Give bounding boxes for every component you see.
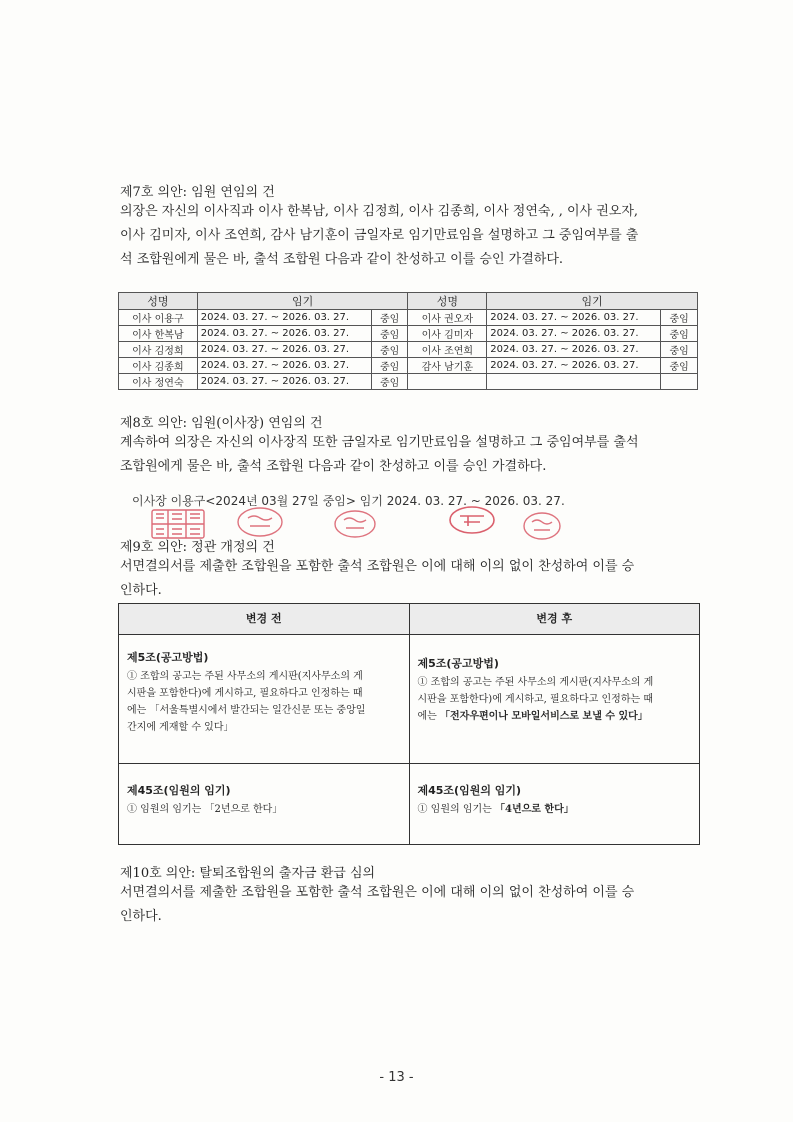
- square-seal-icon: [152, 510, 204, 538]
- term-period: 2024. 03. 27. ~ 2026. 03. 27.: [487, 358, 661, 374]
- item10-line: 서면결의서를 제출한 조합원을 포함한 출석 조합원은 이에 대해 이의 없이 찬성하여 이를 승: [120, 885, 635, 900]
- round-seal-icon: [524, 513, 560, 539]
- item7-line: 이사 김미자, 이사 조연희, 감사 남기훈이 금일자로 임기만료임을 설명하고 그 중임여부를 출: [120, 228, 639, 243]
- member-name: 이사 김정희: [119, 342, 198, 358]
- article-line: 에는 「서울특별시에서 발간되는 일간신문 또는 중앙일: [127, 705, 366, 716]
- term-period: 2024. 03. 27. ~ 2026. 03. 27.: [197, 358, 371, 374]
- article-title: 제45조(임원의 임기): [417, 784, 522, 797]
- member-name: 이사 정연숙: [119, 374, 198, 390]
- term-period: 2024. 03. 27. ~ 2026. 03. 27.: [487, 310, 661, 326]
- member-name: 이사 권오자: [408, 310, 487, 326]
- table-row: [119, 374, 698, 390]
- table-row: [119, 635, 699, 764]
- round-seal-icon: [450, 507, 494, 533]
- term-table-header: 성명: [119, 293, 198, 310]
- before-cell: [119, 764, 410, 844]
- after-cell: [410, 764, 700, 844]
- term-status: 중임: [371, 310, 408, 326]
- term-table-header: 성명: [408, 293, 487, 310]
- article-line: 시판을 포함한다)에 게시하고, 필요하다고 인정하는 때: [127, 688, 363, 699]
- after-cell: [410, 635, 700, 763]
- article-line: [418, 708, 692, 725]
- amended-text: 「전자우편이나 모바일서비스로 보낼 수 있다」: [440, 711, 648, 722]
- member-name: 이사 김종희: [119, 358, 198, 374]
- article-title: 제5조(공고방법): [127, 651, 209, 664]
- table-row: [119, 342, 698, 358]
- term-status: 중임: [371, 358, 408, 374]
- item9-paragraph: [120, 555, 695, 603]
- term-period: 2024. 03. 27. ~ 2026. 03. 27.: [487, 342, 661, 358]
- item7-line: 의장은 자신의 이사직과 이사 한복남, 이사 김정희, 이사 김종희, 이사 정연숙, , 이사 권오자,: [120, 204, 639, 219]
- article-title: 제45조(임원의 임기): [127, 784, 231, 797]
- term-status: 중임: [661, 342, 698, 358]
- term-period: [487, 374, 661, 390]
- amended-text: 「4년으로 한다」: [495, 804, 574, 815]
- article-line: 시판을 포함한다)에 게시하고, 필요하다고 인정하는 때: [417, 694, 653, 705]
- amendment-comparison-table: [118, 603, 700, 845]
- article-line: ① 조합의 공고는 주된 사무소의 게시판(지사무소의 게: [127, 671, 363, 682]
- item10-heading: 제10호 의안: 탈퇴조합원의 출자금 환급 심의: [120, 866, 376, 881]
- article-line: ① 조합의 공고는 주된 사무소의 게시판(지사무소의 게: [417, 677, 654, 688]
- member-name: 감사 남기훈: [408, 358, 487, 374]
- before-cell: [119, 635, 410, 763]
- term-table-header: 임기: [197, 293, 408, 310]
- article-line: [418, 801, 692, 818]
- table-row: [119, 764, 699, 844]
- article-line-prefix: ① 임원의 임기는: [417, 804, 495, 815]
- article-line: ① 임원의 임기는 「2년으로 한다」: [127, 804, 283, 815]
- table-row: [119, 310, 698, 326]
- term-status: 중임: [371, 342, 408, 358]
- term-status: 중임: [371, 374, 408, 390]
- item9-line: 서면결의서를 제출한 조합원을 포함한 출석 조합원은 이에 대해 이의 없이 찬성하여 이를 승: [120, 559, 635, 574]
- article-line: 간지에 게재할 수 있다」: [127, 722, 234, 733]
- term-status: 중임: [661, 358, 698, 374]
- item8-line: 계속하여 의장은 자신의 이사장직 또한 금일자로 임기만료임을 설명하고 그 중임여부를 출석: [120, 435, 639, 450]
- member-name: 이사 한복남: [119, 326, 198, 342]
- after-column-header: 변경 후: [536, 612, 573, 625]
- comparison-header: [119, 604, 699, 635]
- item9-line: 인하다.: [120, 583, 162, 598]
- member-name: 이사 이용구: [119, 310, 198, 326]
- item10-line: 인하다.: [120, 909, 162, 924]
- term-table: [118, 292, 698, 390]
- item7-line: 석 조합원에게 물은 바, 출석 조합원 다음과 같이 찬성하고 이를 승인 가결하다.: [120, 252, 564, 267]
- item10-paragraph: [120, 881, 695, 929]
- item8-paragraph: [120, 431, 695, 479]
- term-status: 중임: [661, 310, 698, 326]
- member-name: 이사 김미자: [408, 326, 487, 342]
- item8-line: 조합원에게 물은 바, 출석 조합원 다음과 같이 찬성하고 이를 승인 가결하다.: [120, 459, 547, 474]
- term-period: 2024. 03. 27. ~ 2026. 03. 27.: [197, 342, 371, 358]
- item8-heading: 제8호 의안: 임원(이사장) 연임의 건: [120, 416, 323, 431]
- round-seal-icon: [238, 508, 282, 536]
- round-seal-icon: [335, 511, 375, 537]
- table-row: [119, 326, 698, 342]
- before-column-header: 변경 전: [119, 604, 410, 634]
- item7-paragraph: [120, 200, 695, 272]
- item9-heading: 제9호 의안: 정관 개정의 건: [120, 540, 275, 555]
- term-period: 2024. 03. 27. ~ 2026. 03. 27.: [487, 326, 661, 342]
- term-status: 중임: [661, 326, 698, 342]
- term-table-header: 임기: [487, 293, 698, 310]
- term-period: 2024. 03. 27. ~ 2026. 03. 27.: [197, 326, 371, 342]
- article-title: 제5조(공고방법): [417, 657, 499, 670]
- item7-heading: 제7호 의안: 임원 연임의 건: [120, 185, 275, 200]
- term-status: 중임: [371, 326, 408, 342]
- chairman-term-line: 이사장 이용구<2024년 03월 27일 중임> 임기 2024. 03. 27. ~ 2026. 03. 27.: [132, 494, 565, 508]
- term-period: 2024. 03. 27. ~ 2026. 03. 27.: [197, 310, 371, 326]
- table-row: [119, 358, 698, 374]
- page-number: - 13 -: [379, 1070, 414, 1085]
- article-line-prefix: 에는: [417, 711, 440, 722]
- term-period: 2024. 03. 27. ~ 2026. 03. 27.: [197, 374, 371, 390]
- term-status: [661, 374, 698, 390]
- member-name: 이사 조연희: [408, 342, 487, 358]
- member-name: [408, 374, 487, 390]
